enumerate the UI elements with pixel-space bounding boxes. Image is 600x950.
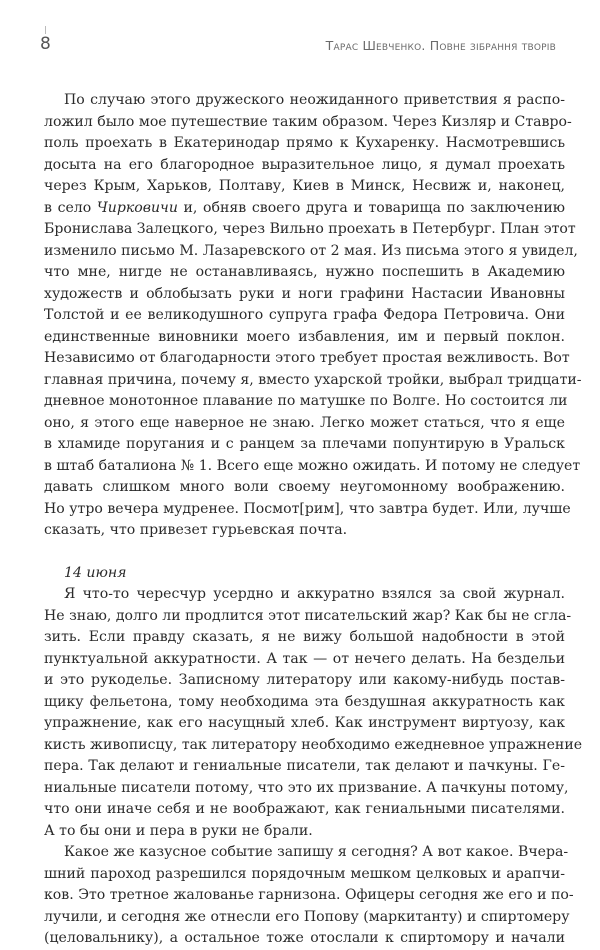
section-gap	[44, 542, 565, 563]
text-line: сказать, что привезет гурьевская почта.	[44, 522, 348, 538]
text-line	[44, 198, 565, 220]
text-line: ложил было мое путешествие таким образом. Через Кизляр и Ставро-	[44, 113, 572, 130]
text-line: (целовальнику), а остальное тоже отослали к спиртомору и начали	[44, 930, 565, 946]
text-line: щику фельетона, тому необходима эта бездушная аккуратность как	[44, 693, 565, 710]
text-line: изменило письмо М. Лазаревского от 2 мая. Из письма этого я увидел,	[44, 242, 578, 259]
text-line: пунктуальной аккуратности. А так — от нечего делать. На бездельи	[44, 650, 565, 667]
text-line: шний пароход разрешился порядочным мешком целковых и арапчи-	[44, 865, 565, 882]
text-line: и это рукоделье. Записному литератору или какому-нибудь постав-	[44, 672, 565, 688]
page-body	[44, 90, 583, 950]
text-line: Бронислава Залецкого, через Вильно проехать в Петербург. План этот	[44, 221, 576, 237]
text-line: единственные виновники моего избавления, им и первый поклон.	[44, 328, 565, 345]
text-line: зить. Если правду сказать, я не вижу большой надобности в этой	[44, 629, 565, 645]
paragraph-2	[44, 584, 583, 842]
text-line: упражнение, как его насущный хлеб. Как инструмент виртуозу, как	[44, 715, 565, 731]
text-line: ков. Это третное жалованье гарнизона. Офицеры сегодня же его и по-	[44, 887, 574, 903]
text-line: что мне, нигде не останавливаясь, нужно поспешить в Академию	[44, 264, 565, 280]
text-line: главная причина, почему я, вместо ухарской тройки, выбрал тридцати-	[44, 371, 582, 388]
text-line: досыта на его благородное выразительное лицо, я думал проехать	[44, 156, 565, 173]
text-line: давать слишком много воли своему неугомонному воображению.	[44, 479, 565, 495]
text-line: пера. Так делают и гениальные писатели, так делают и пачкуны. Ге-	[44, 758, 565, 774]
text-line: ниальные писатели потому, что это их призвание. А пачкуны потому,	[44, 779, 569, 796]
text-fragment: в село	[44, 199, 97, 216]
text-line: дневное монотонное плавание по матушке по Волге. Но состоится ли	[44, 393, 568, 409]
paragraph-3	[44, 842, 574, 950]
text-line: художеств и облобызать руки и ноги графини Настасии Ивановны	[44, 285, 565, 302]
text-line: Независимо от благодарности этого требует простая вежливость. Вот	[44, 350, 570, 366]
text-line: Я что-то чересчур усердно и аккуратно взялся за свой журнал.	[64, 586, 565, 602]
text-line: кисть живописцу, так литератору необходимо ежедневное упражнение	[44, 736, 583, 753]
text-fragment: и, обняв своего друга и товарища по заключению	[177, 199, 565, 216]
page-header	[40, 30, 560, 60]
text-line: поль проехать в Екатеринодар прямо к Кухаренку. Насмотревшись	[44, 135, 565, 151]
place-name-italic: Чирковичи	[96, 199, 178, 216]
text-line: через Крым, Харьков, Полтаву, Киев в Минск, Несвиж и, наконец,	[44, 178, 565, 194]
text-line: Но утро вечера мудренее. Посмот[рим], что завтра будет. Или, лучше	[44, 500, 571, 517]
entry-date: 14 июня	[64, 564, 127, 581]
text-line: Толстой и ее великодушного супруга графа Федора Петровича. Они	[44, 307, 565, 323]
text-line: оно, я этого еще наверное не знаю. Легко может статься, что я еще	[44, 414, 565, 431]
text-line: По случаю этого дружеского неожиданного приветствия я распо-	[64, 92, 565, 108]
paragraph-1	[44, 90, 582, 542]
text-line: лучили, и сегодня же отнесли его Попову (маркитанту) и спиртомеру	[44, 908, 570, 925]
page-number: 8	[40, 34, 51, 54]
page-number-tick	[45, 26, 46, 34]
text-line: А то бы они и пера в руки не брали.	[44, 822, 313, 839]
text-line: в хламиде поругания и с ранцем за плечами попунтирую в Уральск	[44, 436, 565, 452]
text-line: Какое же казусное событие запишу я сегодня? А вот какое. Вчера-	[64, 844, 569, 860]
text-line: Не знаю, долго ли продлится этот писательский жар? Как бы не сгла-	[44, 607, 572, 624]
running-title: Тарас Шевченко. Повне зібрання творів	[325, 38, 556, 53]
text-line: что они иначе себя и не воображают, как гениальными писателями.	[44, 801, 565, 817]
text-line: в штаб баталиона № 1. Всего еще можно ожидать. И потому не следует	[44, 457, 581, 474]
